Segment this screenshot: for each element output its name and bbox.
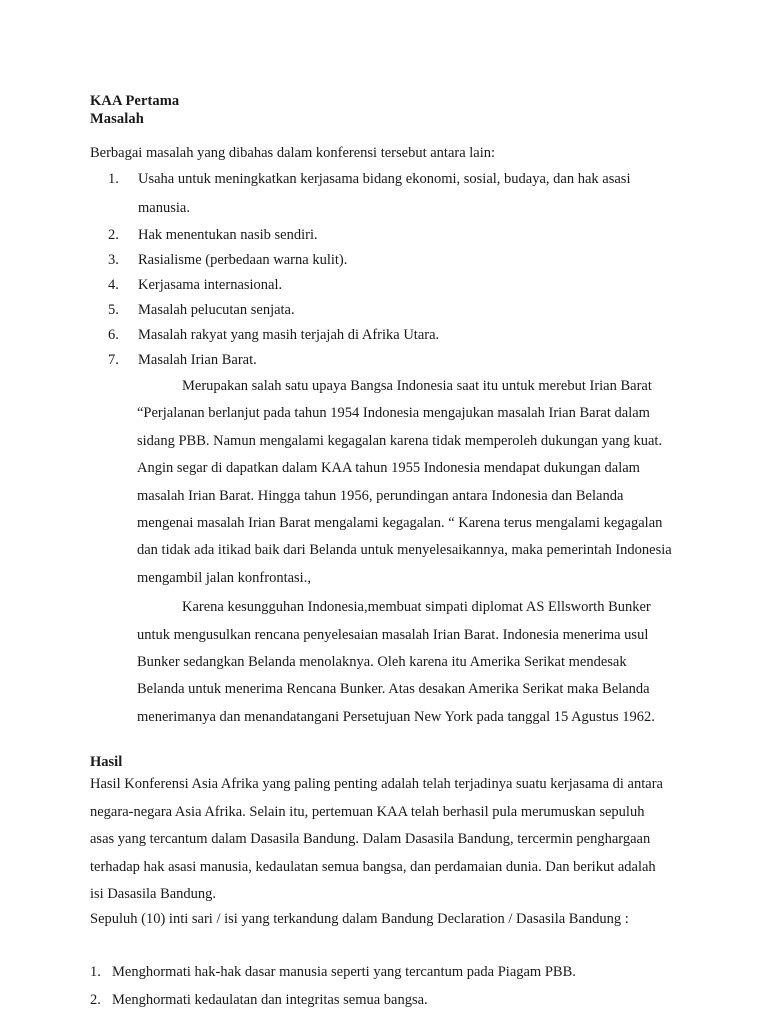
masalah-list — [90, 165, 672, 373]
list-item-number: 4. — [108, 277, 119, 293]
list-item — [90, 223, 672, 248]
list-item — [90, 248, 672, 273]
list-item-label: Menghormati hak-hak dasar manusia seperti yang tercantum pada Piagam PBB. — [112, 964, 576, 981]
paragraph-text: Karena kesungguhan Indonesia,membuat simpati diplomat AS Ellsworth Bunker untuk mengusulkan rencana penyelesaian masalah Irian Barat. Indonesia menerima usul Bunker sedangkan Belanda menolaknya. Oleh karena itu Amerika Serikat mendesak Belanda untuk menerima Rencana Bunker. Atas desakan Amerika Serikat maka Belanda menerimanya dan menandatangani Persetujuan New York pada tanggal 15 Agustus 1962. — [137, 599, 655, 725]
hasil-paragraph: Hasil Konferensi Asia Afrika yang paling penting adalah telah terjadinya suatu kerjasama di antara negara-negara Asia Afrika. Selain itu, pertemuan KAA telah berhasil pula merumuskan sepuluh asas yang tercantum dalam Dasasila Bandung. Dalam Dasasila Bandung, tercermin penghargaan terhadap hak asasi manusia, kedaulatan semua bangsa, dan perdamaian dunia. Dan berikut adalah isi Dasasila Bandung. — [90, 776, 663, 902]
list-item-number: 5. — [108, 302, 119, 318]
list-item — [90, 298, 672, 323]
dasasila-intro-line: Sepuluh (10) inti sari / isi yang terkandung dalam Bandung Declaration / Dasasila Bandung : — [90, 911, 629, 928]
list-item-label: Menghormati kedaulatan dan integritas semua bangsa. — [112, 991, 428, 1008]
list-item-number: 7. — [108, 352, 119, 368]
list-item — [90, 987, 672, 1015]
list-item-number: 1. — [108, 171, 119, 187]
section-spacer — [90, 931, 672, 959]
list-item — [90, 348, 672, 373]
list-item — [90, 273, 672, 298]
list-item-label: Kerjasama internasional. — [138, 277, 283, 293]
list-item-number: 3. — [108, 252, 119, 268]
page-title: KAA Pertama — [90, 93, 180, 109]
list-item-number: 2. — [90, 991, 101, 1008]
section-heading-hasil: Hasil — [90, 754, 123, 771]
dasasila-list — [90, 959, 672, 1014]
list-item — [90, 323, 672, 348]
bunker-paragraph — [90, 594, 672, 731]
list-item-number: 1. — [90, 964, 101, 981]
list-item-label: Masalah rakyat yang masih terjajah di Afrika Utara. — [138, 327, 440, 343]
list-item-number: 2. — [108, 227, 119, 243]
irian-barat-paragraph — [90, 373, 672, 592]
list-item-number: 6. — [108, 327, 119, 343]
list-item — [90, 165, 672, 223]
list-item-label: Hak menentukan nasib sendiri. — [138, 227, 318, 243]
list-item-label: Masalah Irian Barat. — [138, 352, 257, 368]
list-item-label: Rasialisme (perbedaan warna kulit). — [138, 252, 348, 268]
list-item-label: Masalah pelucutan senjata. — [138, 302, 295, 318]
masalah-lead-line: Berbagai masalah yang dibahas dalam konferensi tersebut antara lain: — [90, 145, 496, 161]
list-item-label: Usaha untuk meningkatkan kerjasama bidang ekonomi, sosial, budaya, dan hak asasi manusia. — [138, 171, 631, 216]
section-subtitle-masalah: Masalah — [90, 110, 144, 127]
list-item — [90, 959, 672, 987]
paragraph-text: Merupakan salah satu upaya Bangsa Indonesia saat itu untuk merebut Irian Barat “Perjalanan berlanjut pada tahun 1954 Indonesia mengajukan masalah Irian Barat dalam sidang PBB. Namun mengalami kegagalan karena tidak memperoleh dukungan yang kuat. Angin segar di dapatkan dalam KAA tahun 1955 Indonesia mendapat dukungan dalam masalah Irian Barat. Hingga tahun 1956, perundingan antara Indonesia dan Belanda mengenai masalah Irian Barat mengalami kegagalan. “ Karena terus mengalami kegagalan dan tidak ada itikad baik dari Belanda untuk menyelesaikannya, maka pemerintah Indonesia mengambil jalan konfrontasi., — [137, 378, 672, 586]
